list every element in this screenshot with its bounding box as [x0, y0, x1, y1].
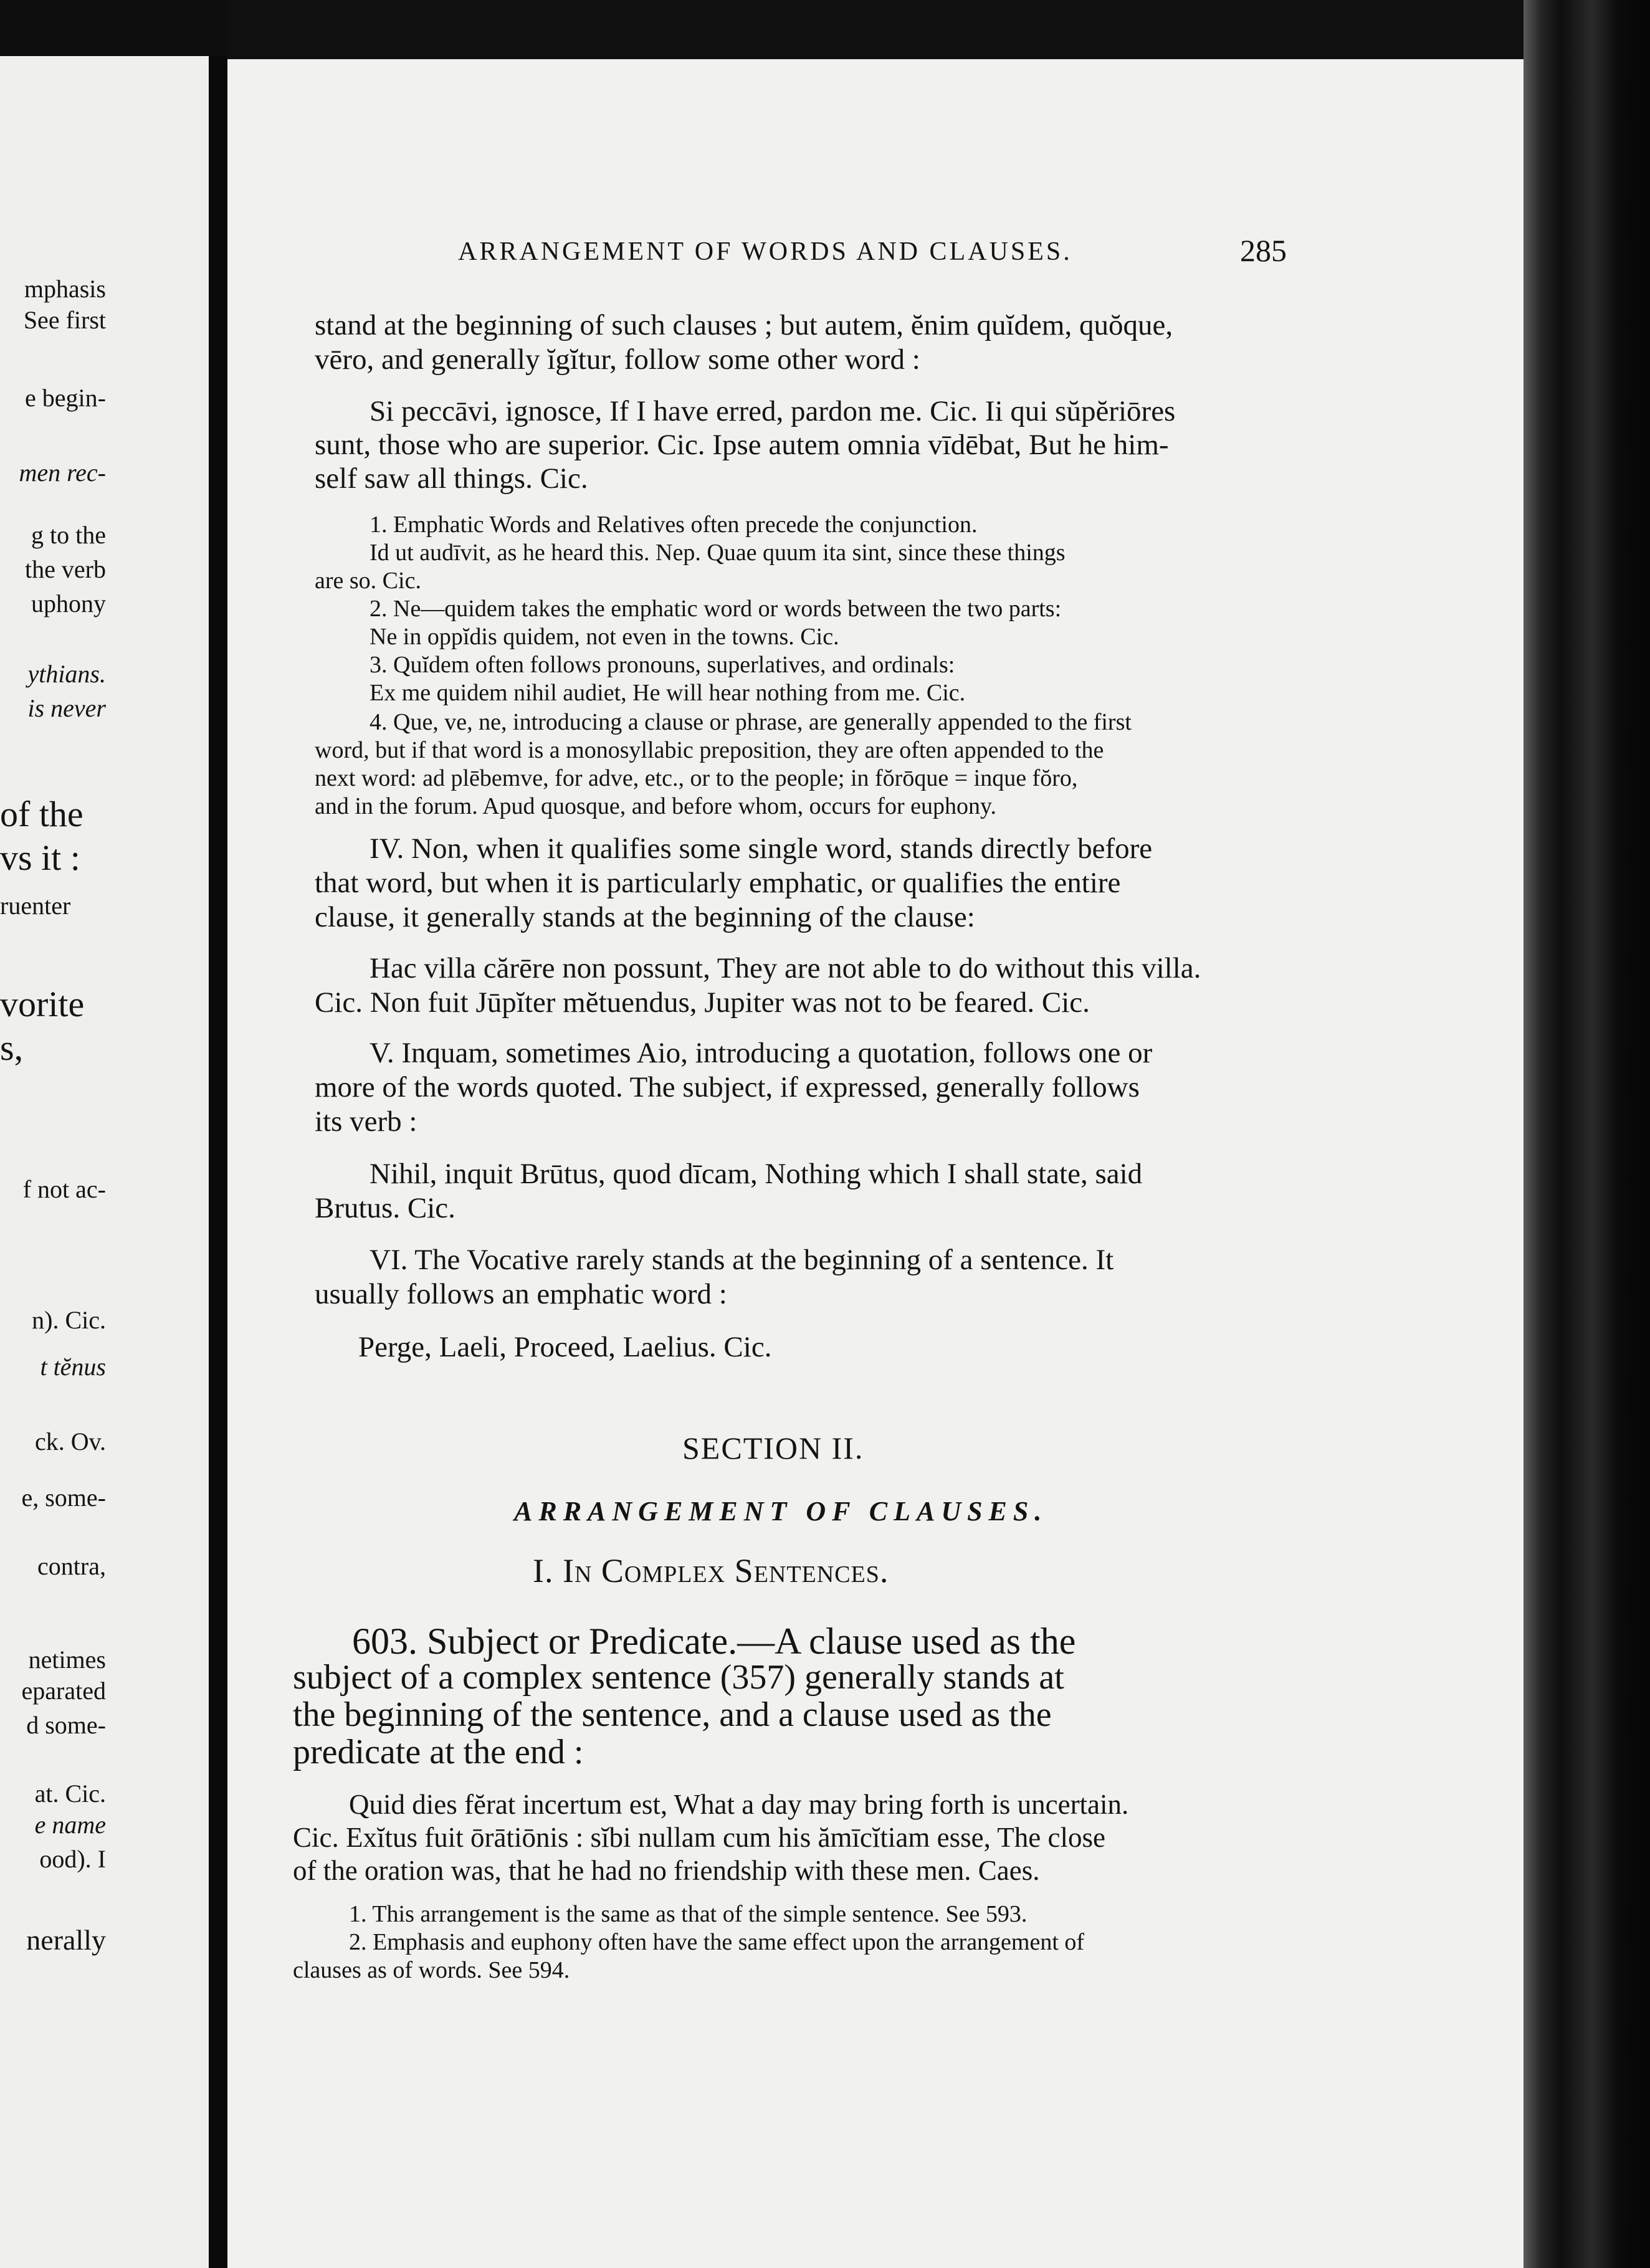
example-line: Cic. Exĭtus fuit ōrātiōnis : sĭbi nullam cum his ămīcĭtiam esse, The close	[293, 1822, 1105, 1853]
example-line: Cic. Non fuit Jūpĭter mĕtuendus, Jupiter was not to be feared. Cic.	[315, 986, 1090, 1019]
note-line: Ne in oppĭdis quidem, not even in the towns. Cic.	[370, 624, 839, 650]
example-line: Nihil, inquit Brūtus, quod dīcam, Nothing which I shall state, said	[370, 1158, 1143, 1190]
left-line: contra,	[37, 1552, 106, 1580]
note-line: 2. Emphasis and euphony often have the same effect upon the arrangement of	[349, 1929, 1085, 1955]
left-line: nerally	[26, 1924, 106, 1956]
text-line: more of the words quoted. The subject, if expressed, generally follows	[315, 1071, 1140, 1103]
left-line: g to the	[31, 521, 106, 549]
top-shadow	[227, 0, 1524, 59]
left-line: ythians.	[27, 660, 106, 688]
left-line: ck. Ov.	[34, 1427, 106, 1456]
left-line: mphasis	[24, 275, 106, 303]
left-line: at. Cic.	[34, 1780, 106, 1808]
left-line: eparated	[21, 1677, 106, 1705]
example-line: self saw all things. Cic.	[315, 462, 588, 495]
page-number: 285	[1240, 233, 1287, 268]
text-line: vēro, and generally ĭgĭtur, follow some other word :	[315, 343, 920, 376]
left-line: e, some-	[21, 1484, 106, 1512]
left-line: of the	[0, 794, 83, 834]
para-603-line: 603. Subject or Predicate.—A clause used as the	[352, 1621, 1076, 1662]
book-page	[227, 59, 1524, 2268]
left-line: netimes	[28, 1646, 106, 1674]
book-gutter	[209, 56, 227, 2268]
section-heading: SECTION II.	[682, 1431, 864, 1465]
left-line: t tĕnus	[40, 1353, 106, 1381]
example-line: Perge, Laeli, Proceed, Laelius. Cic.	[358, 1331, 772, 1363]
example-line: Si peccāvi, ignosce, If I have erred, pardon me. Cic. Ii qui sŭpĕriōres	[370, 395, 1176, 427]
example-line: Brutus. Cic.	[315, 1192, 455, 1224]
note-line: 1. Emphatic Words and Relatives often precede the conjunction.	[370, 512, 978, 538]
left-line: n). Cic.	[32, 1306, 106, 1334]
left-line: uphony	[31, 589, 106, 617]
note-line: word, but if that word is a monosyllabic preposition, they are often appended to the	[315, 737, 1104, 763]
text-line: V. Inquam, sometimes Aio, introducing a quotation, follows one or	[370, 1037, 1153, 1069]
left-line: is never	[27, 694, 106, 722]
section-subheading: ARRANGEMENT OF CLAUSES.	[514, 1496, 1048, 1527]
running-title: ARRANGEMENT OF WORDS AND CLAUSES.	[458, 237, 1072, 266]
left-line: vorite	[0, 984, 85, 1024]
note-line: Ex me quidem nihil audiet, He will hear nothing from me. Cic.	[370, 680, 966, 706]
text-line: IV. Non, when it qualifies some single word, stands directly before	[370, 832, 1153, 865]
note-line: clauses as of words. See 594.	[293, 1957, 570, 1983]
text-line: that word, but when it is particularly emphatic, or qualifies the entire	[315, 867, 1121, 899]
para-603-line: subject of a complex sentence (357) generally stands at	[293, 1658, 1064, 1697]
left-line: s,	[0, 1027, 24, 1068]
example-line: Quid dies fĕrat incertum est, What a day may bring forth is uncertain.	[349, 1789, 1129, 1820]
note-line: 1. This arrangement is the same as that of the simple sentence. See 593.	[349, 1901, 1028, 1927]
left-line: vs it :	[0, 837, 80, 878]
note-line: 3. Quĭdem often follows pronouns, superlatives, and ordinals:	[370, 652, 955, 678]
example-line: Hac villa cărēre non possunt, They are not able to do without this villa.	[370, 952, 1201, 984]
note-line: are so. Cic.	[315, 568, 421, 594]
example-line: sunt, those who are superior. Cic. Ipse autem omnia vīdēbat, But he him-	[315, 429, 1169, 461]
text-line: clause, it generally stands at the beginning of the clause:	[315, 901, 975, 933]
left-line: ood). I	[39, 1845, 106, 1873]
note-line: 4. Que, ve, ne, introducing a clause or phrase, are generally appended to the first	[370, 709, 1132, 735]
example-line: of the oration was, that he had no friendship with these men. Caes.	[293, 1855, 1040, 1886]
left-line: e name	[34, 1811, 106, 1839]
text-line: usually follows an emphatic word :	[315, 1278, 727, 1310]
subsection-heading: I. In Complex Sentences.	[533, 1552, 889, 1589]
note-line: and in the forum. Apud quosque, and before whom, occurs for euphony.	[315, 793, 997, 819]
left-line: See first	[23, 306, 106, 334]
note-line: next word: ad plēbemve, for adve, etc., or to the people; in fŏrōque = inque fŏro,	[315, 765, 1078, 791]
left-line: men rec-	[19, 459, 106, 487]
left-line: f not ac-	[22, 1175, 106, 1203]
text-line: stand at the beginning of such clauses ; but autem, ĕnim quĭdem, quŏque,	[315, 309, 1173, 341]
text-line: VI. The Vocative rarely stands at the beginning of a sentence. It	[370, 1244, 1114, 1276]
para-603-line: the beginning of the sentence, and a clause used as the	[293, 1695, 1052, 1734]
left-line: the verb	[25, 555, 106, 583]
left-line: ruenter	[0, 892, 71, 920]
book-binding-edge	[1524, 0, 1650, 2268]
para-603-line: predicate at the end :	[293, 1733, 584, 1771]
note-line: 2. Ne—quidem takes the emphatic word or words between the two parts:	[370, 596, 1062, 622]
left-line: e begin-	[25, 384, 106, 412]
text-line: its verb :	[315, 1105, 417, 1138]
left-line: d some-	[26, 1711, 106, 1739]
previous-page-fragment	[0, 56, 209, 2268]
note-line: Id ut audīvit, as he heard this. Nep. Quae quum ita sint, since these things	[370, 540, 1066, 566]
